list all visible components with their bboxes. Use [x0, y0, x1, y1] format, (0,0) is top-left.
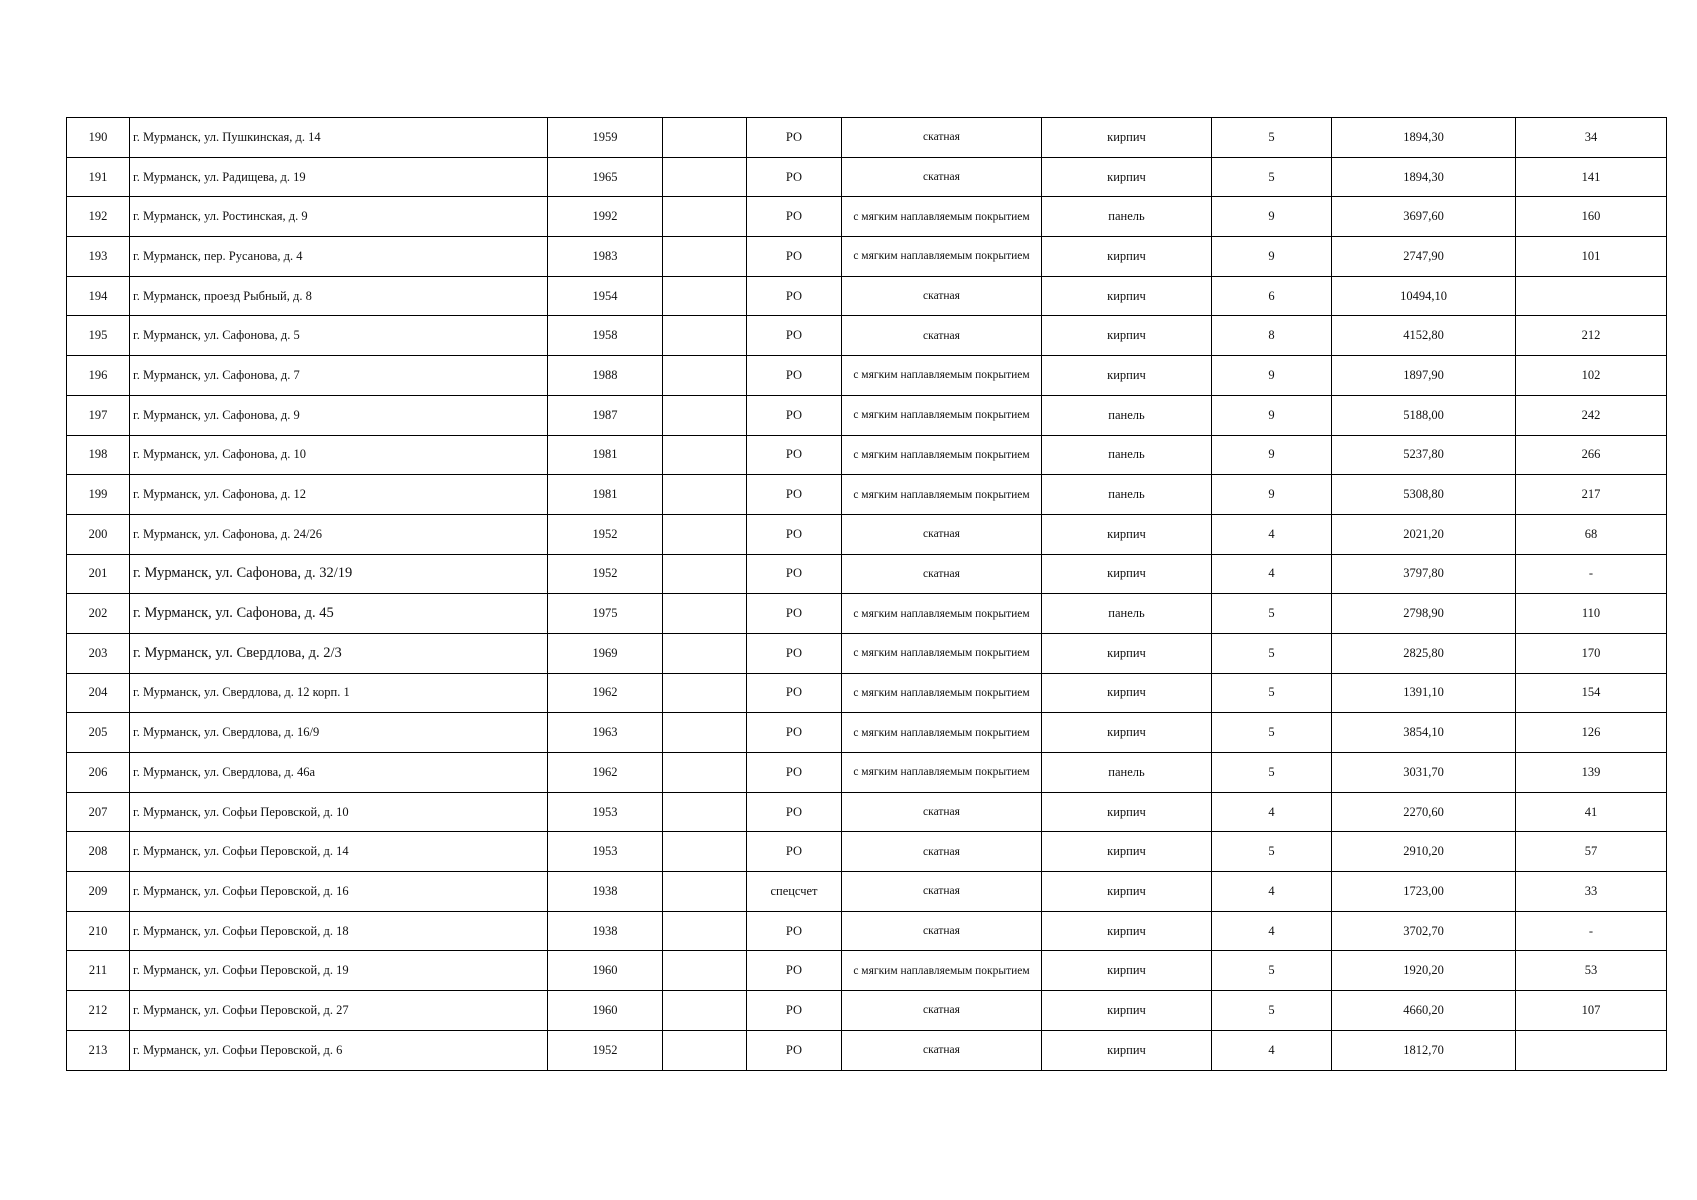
- wall-material-cell: кирпич: [1042, 951, 1212, 991]
- table-row: [67, 832, 1667, 872]
- wall-material-cell: панель: [1042, 475, 1212, 515]
- address-cell: г. Мурманск, ул. Софьи Перовской, д. 19: [130, 951, 548, 991]
- roof-type-cell: с мягким наплавляемым покрытием: [842, 753, 1042, 793]
- area-cell: 3797,80: [1332, 554, 1516, 594]
- fund-method-cell: РО: [747, 514, 842, 554]
- floors-cell: 4: [1212, 911, 1332, 951]
- year-built-cell: 1952: [548, 514, 663, 554]
- year-built-cell: 1965: [548, 157, 663, 197]
- year-built-cell: 1987: [548, 395, 663, 435]
- fund-method-cell: РО: [747, 356, 842, 396]
- fund-method-cell: спецсчет: [747, 872, 842, 912]
- residents-cell: 102: [1516, 356, 1667, 396]
- wall-material-cell: кирпич: [1042, 316, 1212, 356]
- empty-cell: [663, 633, 747, 673]
- wall-material-cell: кирпич: [1042, 911, 1212, 951]
- year-built-cell: 1960: [548, 991, 663, 1031]
- empty-cell: [663, 356, 747, 396]
- row-number-cell: 201: [67, 554, 130, 594]
- table-row: [67, 554, 1667, 594]
- floors-cell: 5: [1212, 118, 1332, 158]
- year-built-cell: 1992: [548, 197, 663, 237]
- year-built-cell: 1958: [548, 316, 663, 356]
- row-number-cell: 203: [67, 633, 130, 673]
- residents-cell: [1516, 1030, 1667, 1070]
- empty-cell: [663, 157, 747, 197]
- table-row: [67, 753, 1667, 793]
- year-built-cell: 1981: [548, 475, 663, 515]
- fund-method-cell: РО: [747, 951, 842, 991]
- wall-material-cell: панель: [1042, 594, 1212, 634]
- table-row: [67, 118, 1667, 158]
- residents-cell: -: [1516, 554, 1667, 594]
- address-cell: г. Мурманск, ул. Софьи Перовской, д. 27: [130, 991, 548, 1031]
- row-number-cell: 213: [67, 1030, 130, 1070]
- year-built-cell: 1952: [548, 554, 663, 594]
- row-number-cell: 196: [67, 356, 130, 396]
- address-cell: г. Мурманск, ул. Софьи Перовской, д. 16: [130, 872, 548, 912]
- roof-type-cell: скатная: [842, 792, 1042, 832]
- row-number-cell: 211: [67, 951, 130, 991]
- fund-method-cell: РО: [747, 792, 842, 832]
- residents-cell: 141: [1516, 157, 1667, 197]
- fund-method-cell: РО: [747, 276, 842, 316]
- residents-cell: 212: [1516, 316, 1667, 356]
- year-built-cell: 1988: [548, 356, 663, 396]
- roof-type-cell: с мягким наплавляемым покрытием: [842, 356, 1042, 396]
- row-number-cell: 202: [67, 594, 130, 634]
- row-number-cell: 195: [67, 316, 130, 356]
- fund-method-cell: РО: [747, 594, 842, 634]
- area-cell: 1812,70: [1332, 1030, 1516, 1070]
- fund-method-cell: РО: [747, 991, 842, 1031]
- fund-method-cell: РО: [747, 673, 842, 713]
- row-number-cell: 205: [67, 713, 130, 753]
- row-number-cell: 200: [67, 514, 130, 554]
- table-row: [67, 792, 1667, 832]
- roof-type-cell: с мягким наплавляемым покрытием: [842, 713, 1042, 753]
- residents-cell: 110: [1516, 594, 1667, 634]
- year-built-cell: 1960: [548, 951, 663, 991]
- fund-method-cell: РО: [747, 1030, 842, 1070]
- fund-method-cell: РО: [747, 554, 842, 594]
- row-number-cell: 198: [67, 435, 130, 475]
- empty-cell: [663, 911, 747, 951]
- address-cell: г. Мурманск, проезд Рыбный, д. 8: [130, 276, 548, 316]
- year-built-cell: 1981: [548, 435, 663, 475]
- wall-material-cell: кирпич: [1042, 832, 1212, 872]
- wall-material-cell: панель: [1042, 197, 1212, 237]
- empty-cell: [663, 435, 747, 475]
- empty-cell: [663, 475, 747, 515]
- table-row: [67, 1030, 1667, 1070]
- table-row: [67, 514, 1667, 554]
- row-number-cell: 206: [67, 753, 130, 793]
- area-cell: 2021,20: [1332, 514, 1516, 554]
- wall-material-cell: кирпич: [1042, 713, 1212, 753]
- table-row: [67, 872, 1667, 912]
- area-cell: 10494,10: [1332, 276, 1516, 316]
- address-cell: г. Мурманск, ул. Сафонова, д. 5: [130, 316, 548, 356]
- address-cell: г. Мурманск, ул. Пушкинская, д. 14: [130, 118, 548, 158]
- fund-method-cell: РО: [747, 157, 842, 197]
- empty-cell: [663, 554, 747, 594]
- residents-cell: 101: [1516, 237, 1667, 277]
- table-row: [67, 237, 1667, 277]
- table-row: [67, 435, 1667, 475]
- row-number-cell: 199: [67, 475, 130, 515]
- address-cell: г. Мурманск, ул. Софьи Перовской, д. 10: [130, 792, 548, 832]
- roof-type-cell: с мягким наплавляемым покрытием: [842, 951, 1042, 991]
- year-built-cell: 1962: [548, 673, 663, 713]
- area-cell: 1723,00: [1332, 872, 1516, 912]
- floors-cell: 9: [1212, 237, 1332, 277]
- area-cell: 4152,80: [1332, 316, 1516, 356]
- year-built-cell: 1959: [548, 118, 663, 158]
- roof-type-cell: с мягким наплавляемым покрытием: [842, 475, 1042, 515]
- year-built-cell: 1938: [548, 911, 663, 951]
- fund-method-cell: РО: [747, 911, 842, 951]
- roof-type-cell: с мягким наплавляемым покрытием: [842, 633, 1042, 673]
- residents-cell: -: [1516, 911, 1667, 951]
- table-row: [67, 395, 1667, 435]
- area-cell: 2910,20: [1332, 832, 1516, 872]
- roof-type-cell: скатная: [842, 157, 1042, 197]
- roof-type-cell: скатная: [842, 991, 1042, 1031]
- roof-type-cell: с мягким наплавляемым покрытием: [842, 435, 1042, 475]
- table-row: [67, 594, 1667, 634]
- fund-method-cell: РО: [747, 753, 842, 793]
- year-built-cell: 1983: [548, 237, 663, 277]
- address-cell: г. Мурманск, ул. Сафонова, д. 10: [130, 435, 548, 475]
- address-cell: г. Мурманск, ул. Сафонова, д. 7: [130, 356, 548, 396]
- residents-cell: 33: [1516, 872, 1667, 912]
- roof-type-cell: с мягким наплавляемым покрытием: [842, 594, 1042, 634]
- year-built-cell: 1962: [548, 753, 663, 793]
- fund-method-cell: РО: [747, 316, 842, 356]
- floors-cell: 5: [1212, 991, 1332, 1031]
- floors-cell: 9: [1212, 197, 1332, 237]
- row-number-cell: 210: [67, 911, 130, 951]
- area-cell: 1920,20: [1332, 951, 1516, 991]
- address-cell: г. Мурманск, пер. Русанова, д. 4: [130, 237, 548, 277]
- row-number-cell: 191: [67, 157, 130, 197]
- wall-material-cell: кирпич: [1042, 872, 1212, 912]
- roof-type-cell: скатная: [842, 832, 1042, 872]
- area-cell: 5188,00: [1332, 395, 1516, 435]
- table-row: [67, 157, 1667, 197]
- table-row: [67, 276, 1667, 316]
- wall-material-cell: кирпич: [1042, 157, 1212, 197]
- address-cell: г. Мурманск, ул. Софьи Перовской, д. 18: [130, 911, 548, 951]
- roof-type-cell: скатная: [842, 911, 1042, 951]
- wall-material-cell: кирпич: [1042, 514, 1212, 554]
- area-cell: 1894,30: [1332, 118, 1516, 158]
- table-row: [67, 911, 1667, 951]
- empty-cell: [663, 792, 747, 832]
- address-cell: г. Мурманск, ул. Свердлова, д. 16/9: [130, 713, 548, 753]
- address-cell: г. Мурманск, ул. Свердлова, д. 2/3: [130, 633, 548, 673]
- year-built-cell: 1953: [548, 832, 663, 872]
- wall-material-cell: кирпич: [1042, 356, 1212, 396]
- floors-cell: 5: [1212, 673, 1332, 713]
- residents-cell: 68: [1516, 514, 1667, 554]
- row-number-cell: 209: [67, 872, 130, 912]
- residents-cell: [1516, 276, 1667, 316]
- area-cell: 2747,90: [1332, 237, 1516, 277]
- wall-material-cell: кирпич: [1042, 237, 1212, 277]
- residents-cell: 154: [1516, 673, 1667, 713]
- table-row: [67, 951, 1667, 991]
- roof-type-cell: скатная: [842, 514, 1042, 554]
- empty-cell: [663, 673, 747, 713]
- empty-cell: [663, 832, 747, 872]
- floors-cell: 5: [1212, 594, 1332, 634]
- residents-cell: 139: [1516, 753, 1667, 793]
- floors-cell: 5: [1212, 832, 1332, 872]
- wall-material-cell: панель: [1042, 395, 1212, 435]
- area-cell: 2825,80: [1332, 633, 1516, 673]
- year-built-cell: 1963: [548, 713, 663, 753]
- residents-cell: 266: [1516, 435, 1667, 475]
- residents-cell: 57: [1516, 832, 1667, 872]
- roof-type-cell: с мягким наплавляемым покрытием: [842, 237, 1042, 277]
- year-built-cell: 1953: [548, 792, 663, 832]
- fund-method-cell: РО: [747, 633, 842, 673]
- floors-cell: 5: [1212, 951, 1332, 991]
- residents-cell: 53: [1516, 951, 1667, 991]
- floors-cell: 6: [1212, 276, 1332, 316]
- residents-cell: 107: [1516, 991, 1667, 1031]
- floors-cell: 9: [1212, 356, 1332, 396]
- housing-registry-table: [66, 117, 1667, 1071]
- wall-material-cell: панель: [1042, 753, 1212, 793]
- table-row: [67, 673, 1667, 713]
- fund-method-cell: РО: [747, 475, 842, 515]
- roof-type-cell: скатная: [842, 276, 1042, 316]
- floors-cell: 4: [1212, 1030, 1332, 1070]
- address-cell: г. Мурманск, ул. Софьи Перовской, д. 14: [130, 832, 548, 872]
- year-built-cell: 1975: [548, 594, 663, 634]
- floors-cell: 4: [1212, 792, 1332, 832]
- table-row: [67, 356, 1667, 396]
- row-number-cell: 194: [67, 276, 130, 316]
- row-number-cell: 192: [67, 197, 130, 237]
- table-row: [67, 475, 1667, 515]
- empty-cell: [663, 713, 747, 753]
- wall-material-cell: кирпич: [1042, 554, 1212, 594]
- wall-material-cell: кирпич: [1042, 991, 1212, 1031]
- floors-cell: 8: [1212, 316, 1332, 356]
- row-number-cell: 212: [67, 991, 130, 1031]
- empty-cell: [663, 395, 747, 435]
- year-built-cell: 1954: [548, 276, 663, 316]
- address-cell: г. Мурманск, ул. Радищева, д. 19: [130, 157, 548, 197]
- area-cell: 2270,60: [1332, 792, 1516, 832]
- fund-method-cell: РО: [747, 713, 842, 753]
- wall-material-cell: кирпич: [1042, 792, 1212, 832]
- floors-cell: 5: [1212, 157, 1332, 197]
- year-built-cell: 1938: [548, 872, 663, 912]
- row-number-cell: 193: [67, 237, 130, 277]
- area-cell: 1391,10: [1332, 673, 1516, 713]
- floors-cell: 9: [1212, 435, 1332, 475]
- area-cell: 5308,80: [1332, 475, 1516, 515]
- row-number-cell: 197: [67, 395, 130, 435]
- residents-cell: 170: [1516, 633, 1667, 673]
- address-cell: г. Мурманск, ул. Сафонова, д. 24/26: [130, 514, 548, 554]
- residents-cell: 160: [1516, 197, 1667, 237]
- wall-material-cell: кирпич: [1042, 118, 1212, 158]
- address-cell: г. Мурманск, ул. Сафонова, д. 9: [130, 395, 548, 435]
- address-cell: г. Мурманск, ул. Сафонова, д. 45: [130, 594, 548, 634]
- area-cell: 1897,90: [1332, 356, 1516, 396]
- empty-cell: [663, 1030, 747, 1070]
- fund-method-cell: РО: [747, 435, 842, 475]
- area-cell: 4660,20: [1332, 991, 1516, 1031]
- residents-cell: 126: [1516, 713, 1667, 753]
- residents-cell: 34: [1516, 118, 1667, 158]
- row-number-cell: 190: [67, 118, 130, 158]
- table-row: [67, 316, 1667, 356]
- floors-cell: 9: [1212, 475, 1332, 515]
- area-cell: 1894,30: [1332, 157, 1516, 197]
- empty-cell: [663, 514, 747, 554]
- area-cell: 2798,90: [1332, 594, 1516, 634]
- address-cell: г. Мурманск, ул. Софьи Перовской, д. 6: [130, 1030, 548, 1070]
- empty-cell: [663, 753, 747, 793]
- residents-cell: 41: [1516, 792, 1667, 832]
- roof-type-cell: скатная: [842, 316, 1042, 356]
- year-built-cell: 1969: [548, 633, 663, 673]
- floors-cell: 9: [1212, 395, 1332, 435]
- row-number-cell: 208: [67, 832, 130, 872]
- wall-material-cell: кирпич: [1042, 633, 1212, 673]
- wall-material-cell: кирпич: [1042, 1030, 1212, 1070]
- roof-type-cell: скатная: [842, 872, 1042, 912]
- table-row: [67, 197, 1667, 237]
- fund-method-cell: РО: [747, 197, 842, 237]
- floors-cell: 4: [1212, 514, 1332, 554]
- empty-cell: [663, 991, 747, 1031]
- year-built-cell: 1952: [548, 1030, 663, 1070]
- empty-cell: [663, 316, 747, 356]
- area-cell: 3031,70: [1332, 753, 1516, 793]
- floors-cell: 5: [1212, 753, 1332, 793]
- empty-cell: [663, 197, 747, 237]
- address-cell: г. Мурманск, ул. Ростинская, д. 9: [130, 197, 548, 237]
- wall-material-cell: кирпич: [1042, 276, 1212, 316]
- empty-cell: [663, 872, 747, 912]
- empty-cell: [663, 594, 747, 634]
- empty-cell: [663, 951, 747, 991]
- empty-cell: [663, 118, 747, 158]
- wall-material-cell: панель: [1042, 435, 1212, 475]
- row-number-cell: 207: [67, 792, 130, 832]
- floors-cell: 5: [1212, 633, 1332, 673]
- floors-cell: 5: [1212, 713, 1332, 753]
- address-cell: г. Мурманск, ул. Сафонова, д. 32/19: [130, 554, 548, 594]
- roof-type-cell: с мягким наплавляемым покрытием: [842, 197, 1042, 237]
- table-row: [67, 713, 1667, 753]
- residents-cell: 242: [1516, 395, 1667, 435]
- floors-cell: 4: [1212, 554, 1332, 594]
- roof-type-cell: с мягким наплавляемым покрытием: [842, 395, 1042, 435]
- address-cell: г. Мурманск, ул. Свердлова, д. 46а: [130, 753, 548, 793]
- area-cell: 3854,10: [1332, 713, 1516, 753]
- roof-type-cell: скатная: [842, 118, 1042, 158]
- wall-material-cell: кирпич: [1042, 673, 1212, 713]
- fund-method-cell: РО: [747, 237, 842, 277]
- roof-type-cell: скатная: [842, 554, 1042, 594]
- floors-cell: 4: [1212, 872, 1332, 912]
- residents-cell: 217: [1516, 475, 1667, 515]
- fund-method-cell: РО: [747, 395, 842, 435]
- area-cell: 5237,80: [1332, 435, 1516, 475]
- address-cell: г. Мурманск, ул. Сафонова, д. 12: [130, 475, 548, 515]
- empty-cell: [663, 237, 747, 277]
- empty-cell: [663, 276, 747, 316]
- area-cell: 3697,60: [1332, 197, 1516, 237]
- area-cell: 3702,70: [1332, 911, 1516, 951]
- row-number-cell: 204: [67, 673, 130, 713]
- fund-method-cell: РО: [747, 832, 842, 872]
- table-row: [67, 991, 1667, 1031]
- roof-type-cell: с мягким наплавляемым покрытием: [842, 673, 1042, 713]
- table-row: [67, 633, 1667, 673]
- fund-method-cell: РО: [747, 118, 842, 158]
- address-cell: г. Мурманск, ул. Свердлова, д. 12 корп. 1: [130, 673, 548, 713]
- roof-type-cell: скатная: [842, 1030, 1042, 1070]
